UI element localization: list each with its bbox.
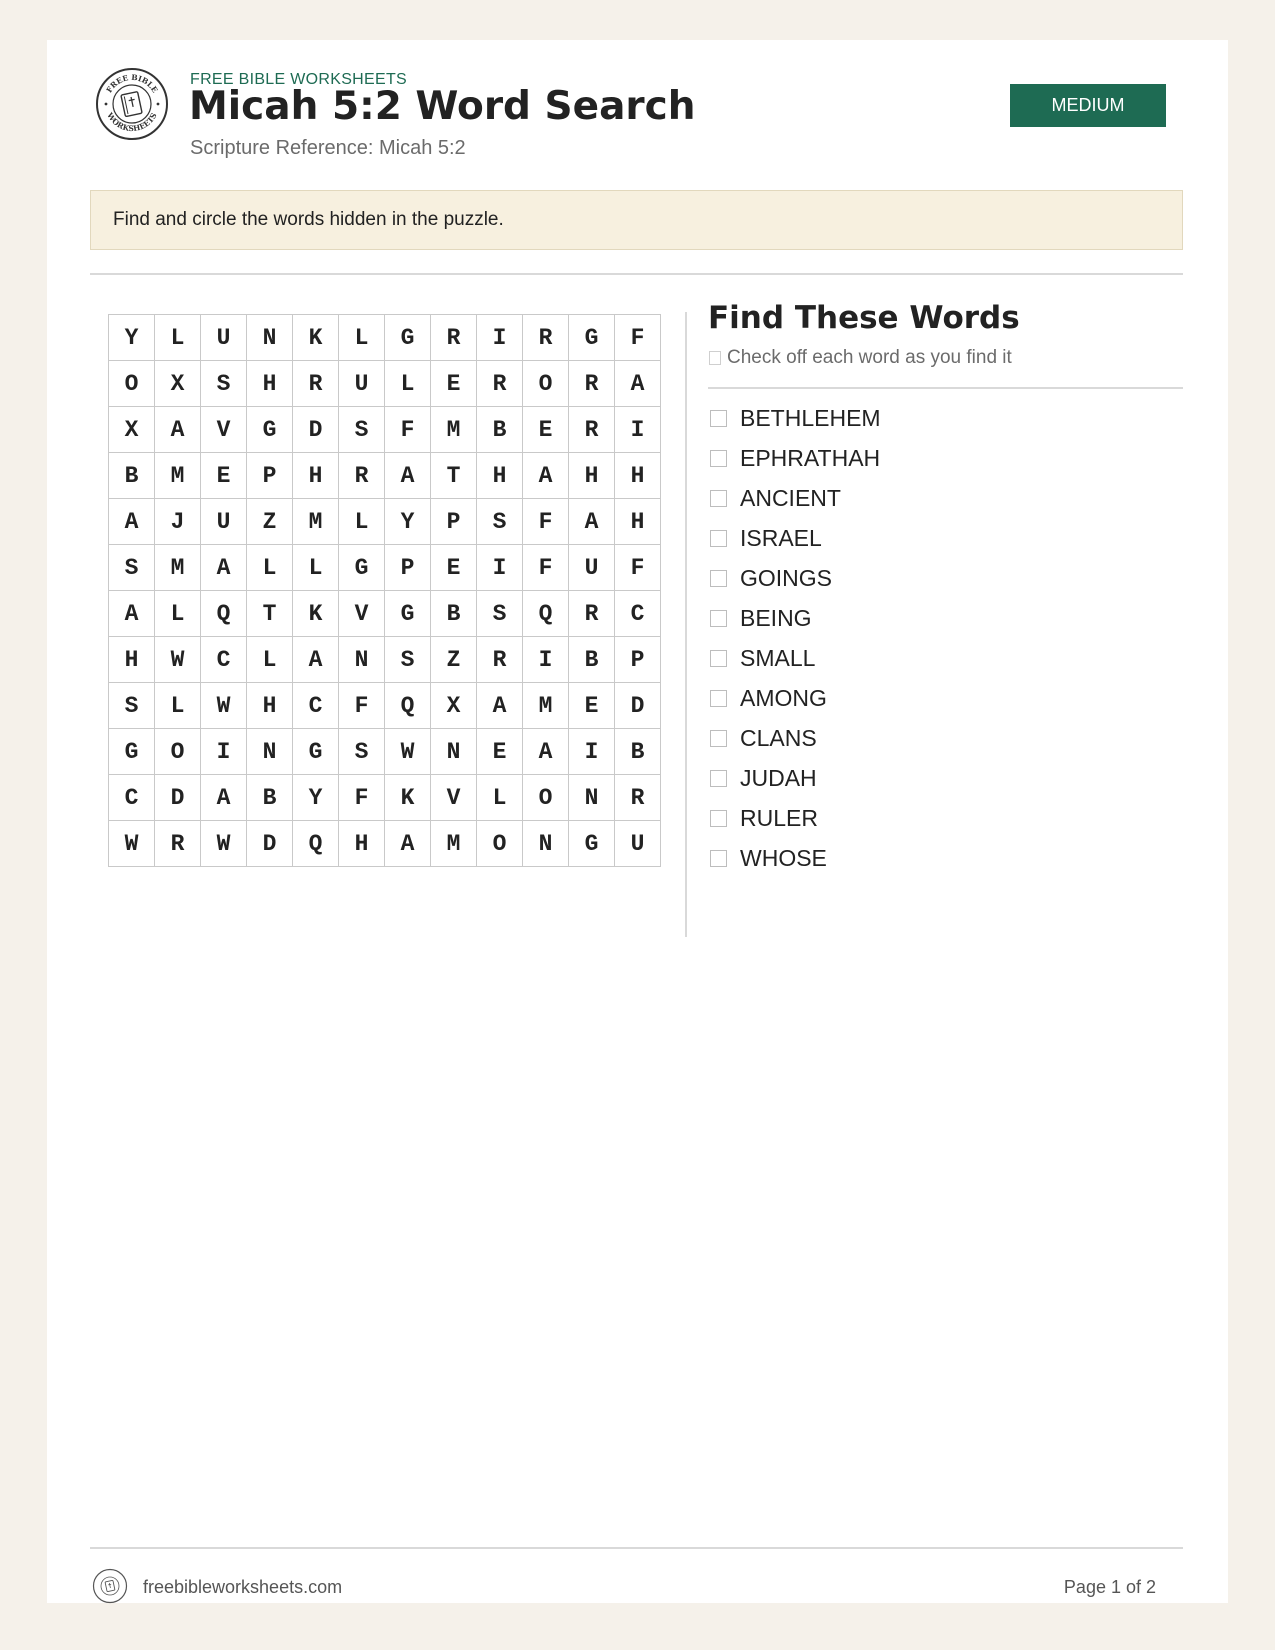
grid-cell[interactable]: Z	[247, 499, 293, 545]
word-checkbox[interactable]	[710, 610, 727, 627]
grid-row	[109, 361, 661, 407]
word-label: EPHRATHAH	[740, 444, 881, 471]
bible-badge-icon	[95, 67, 169, 141]
word-label: GOINGS	[740, 564, 833, 591]
footer-site: freebibleworksheets.com	[143, 1577, 343, 1597]
grid-cell[interactable]: Y	[293, 775, 339, 821]
grid-cell[interactable]: D	[615, 683, 661, 729]
word-checkbox[interactable]	[710, 450, 727, 467]
divider	[90, 273, 1183, 275]
grid-cell[interactable]: I	[201, 729, 247, 775]
grid-cell[interactable]: X	[109, 407, 155, 453]
grid-cell[interactable]: G	[247, 407, 293, 453]
grid-cell[interactable]: B	[569, 637, 615, 683]
word-label: ISRAEL	[740, 524, 822, 551]
word-label: ANCIENT	[740, 484, 841, 511]
grid-cell[interactable]: R	[523, 315, 569, 361]
grid-cell[interactable]: V	[201, 407, 247, 453]
grid-cell[interactable]: Z	[431, 637, 477, 683]
grid-cell[interactable]: N	[569, 775, 615, 821]
grid-cell[interactable]: R	[155, 821, 201, 867]
grid-cell[interactable]: S	[339, 729, 385, 775]
svg-text:FREE BIBLE: FREE BIBLE	[104, 72, 160, 95]
grid-cell[interactable]: D	[155, 775, 201, 821]
grid-cell[interactable]: L	[339, 499, 385, 545]
word-list-item	[708, 558, 881, 598]
grid-cell[interactable]: W	[201, 683, 247, 729]
grid-cell[interactable]: R	[293, 361, 339, 407]
grid-cell[interactable]: R	[339, 453, 385, 499]
word-list-item	[708, 758, 881, 798]
page-number: Page 1 of 2	[1063, 1577, 1156, 1597]
checkbox-icon	[709, 351, 721, 365]
word-checkbox[interactable]	[710, 690, 727, 707]
grid-cell[interactable]: R	[569, 361, 615, 407]
word-checkbox[interactable]	[710, 770, 727, 787]
grid-cell[interactable]: G	[293, 729, 339, 775]
grid-cell[interactable]: A	[293, 637, 339, 683]
grid-cell[interactable]: F	[523, 499, 569, 545]
word-checkbox[interactable]	[710, 850, 727, 867]
grid-cell[interactable]: V	[339, 591, 385, 637]
grid-cell[interactable]: H	[247, 361, 293, 407]
grid-cell[interactable]: S	[109, 683, 155, 729]
grid-cell[interactable]: O	[155, 729, 201, 775]
grid-cell[interactable]: L	[293, 545, 339, 591]
svg-text:WORKSHEETS: WORKSHEETS	[105, 111, 159, 134]
grid-cell[interactable]: S	[385, 637, 431, 683]
grid-cell[interactable]: H	[615, 499, 661, 545]
grid-cell[interactable]: B	[615, 729, 661, 775]
grid-cell[interactable]: S	[339, 407, 385, 453]
difficulty-badge: MEDIUM	[1010, 84, 1166, 127]
grid-cell[interactable]: M	[155, 545, 201, 591]
word-list-item	[708, 638, 881, 678]
word-label: BEING	[740, 604, 812, 631]
grid-row	[109, 315, 661, 361]
grid-cell[interactable]: A	[109, 499, 155, 545]
grid-cell[interactable]: A	[523, 453, 569, 499]
grid-cell[interactable]: E	[431, 545, 477, 591]
grid-cell[interactable]: A	[201, 545, 247, 591]
grid-cell[interactable]: A	[155, 407, 201, 453]
grid-cell[interactable]: G	[339, 545, 385, 591]
grid-cell[interactable]: B	[477, 407, 523, 453]
grid-cell[interactable]: C	[615, 591, 661, 637]
word-label: JUDAH	[740, 764, 817, 791]
word-checkbox[interactable]	[710, 570, 727, 587]
grid-row	[109, 821, 661, 867]
grid-cell[interactable]: M	[431, 821, 477, 867]
grid-cell[interactable]: O	[523, 361, 569, 407]
grid-cell[interactable]: E	[431, 361, 477, 407]
grid-cell[interactable]: Q	[523, 591, 569, 637]
grid-row	[109, 637, 661, 683]
grid-cell[interactable]: A	[615, 361, 661, 407]
word-list-item	[708, 398, 881, 438]
grid-cell[interactable]: M	[431, 407, 477, 453]
grid-cell[interactable]: L	[385, 361, 431, 407]
grid-cell[interactable]: A	[523, 729, 569, 775]
grid-cell[interactable]: F	[339, 683, 385, 729]
grid-cell[interactable]: L	[339, 315, 385, 361]
word-list-hint	[709, 347, 1012, 369]
grid-cell[interactable]: F	[385, 407, 431, 453]
word-list-item	[708, 518, 881, 558]
grid-cell[interactable]: E	[201, 453, 247, 499]
grid-cell[interactable]: H	[569, 453, 615, 499]
grid-cell[interactable]: Y	[109, 315, 155, 361]
grid-cell[interactable]: S	[201, 361, 247, 407]
word-label: AMONG	[740, 684, 827, 711]
word-label: BETHLEHEM	[740, 404, 881, 431]
grid-cell[interactable]: C	[201, 637, 247, 683]
grid-cell[interactable]: H	[293, 453, 339, 499]
word-list-hint-text: Check off each word as you find it	[727, 347, 1012, 368]
grid-cell[interactable]: M	[155, 453, 201, 499]
grid-cell[interactable]: I	[477, 315, 523, 361]
grid-cell[interactable]: F	[339, 775, 385, 821]
grid-cell[interactable]: G	[385, 591, 431, 637]
instructions-box	[90, 190, 1183, 250]
grid-cell[interactable]: P	[615, 637, 661, 683]
grid-cell[interactable]: A	[569, 499, 615, 545]
grid-cell[interactable]: C	[109, 775, 155, 821]
grid-cell[interactable]: F	[615, 315, 661, 361]
grid-cell[interactable]: N	[523, 821, 569, 867]
word-list-item	[708, 438, 881, 478]
grid-row	[109, 499, 661, 545]
scripture-reference: Scripture Reference: Micah 5:2	[190, 137, 466, 159]
grid-cell[interactable]: N	[247, 729, 293, 775]
grid-row	[109, 453, 661, 499]
grid-cell[interactable]: N	[247, 315, 293, 361]
grid-cell[interactable]: A	[477, 683, 523, 729]
grid-cell[interactable]: A	[109, 591, 155, 637]
grid-cell[interactable]: V	[431, 775, 477, 821]
grid-cell[interactable]: G	[385, 315, 431, 361]
word-list-heading: Find These Words	[708, 300, 1020, 336]
grid-cell[interactable]: T	[247, 591, 293, 637]
grid-cell[interactable]: N	[431, 729, 477, 775]
grid-cell[interactable]: L	[477, 775, 523, 821]
grid-cell[interactable]: F	[523, 545, 569, 591]
word-label: WHOSE	[740, 844, 827, 871]
grid-cell[interactable]: L	[155, 683, 201, 729]
grid-cell[interactable]: X	[431, 683, 477, 729]
grid-cell[interactable]: R	[569, 407, 615, 453]
grid-cell[interactable]: H	[615, 453, 661, 499]
grid-cell[interactable]: J	[155, 499, 201, 545]
grid-cell[interactable]: Q	[385, 683, 431, 729]
grid-cell[interactable]: E	[523, 407, 569, 453]
word-list-item	[708, 598, 881, 638]
page-title: Micah 5:2 Word Search	[189, 84, 696, 129]
grid-cell[interactable]: W	[109, 821, 155, 867]
grid-cell[interactable]: U	[569, 545, 615, 591]
grid-cell[interactable]: P	[247, 453, 293, 499]
grid-cell[interactable]: D	[293, 407, 339, 453]
word-list-item	[708, 798, 881, 838]
grid-cell[interactable]: E	[569, 683, 615, 729]
grid-cell[interactable]: O	[523, 775, 569, 821]
grid-cell[interactable]: I	[523, 637, 569, 683]
grid-row	[109, 407, 661, 453]
grid-cell[interactable]: P	[431, 499, 477, 545]
grid-cell[interactable]: B	[431, 591, 477, 637]
grid-row	[109, 775, 661, 821]
grid-cell[interactable]: M	[293, 499, 339, 545]
word-checkbox[interactable]	[710, 410, 727, 427]
grid-cell[interactable]: O	[109, 361, 155, 407]
grid-cell[interactable]: I	[477, 545, 523, 591]
grid-cell[interactable]: H	[247, 683, 293, 729]
grid-cell[interactable]: E	[477, 729, 523, 775]
grid-cell[interactable]: S	[477, 591, 523, 637]
grid-cell[interactable]: A	[201, 775, 247, 821]
grid-cell[interactable]: U	[339, 361, 385, 407]
grid-cell[interactable]: O	[477, 821, 523, 867]
grid-cell[interactable]: M	[523, 683, 569, 729]
grid-cell[interactable]: K	[293, 591, 339, 637]
footer-divider	[90, 1547, 1183, 1549]
instructions-text: Find and circle the words hidden in the puzzle.	[113, 209, 504, 230]
grid-row	[109, 683, 661, 729]
grid-cell[interactable]: R	[615, 775, 661, 821]
divider	[708, 387, 1183, 389]
grid-cell[interactable]: R	[431, 315, 477, 361]
word-checkbox[interactable]	[710, 650, 727, 667]
grid-cell[interactable]: Q	[201, 591, 247, 637]
grid-row	[109, 729, 661, 775]
worksheet-page	[47, 40, 1228, 1603]
site-label: FREE BIBLE WORKSHEETS	[190, 71, 408, 88]
grid-cell[interactable]: Q	[293, 821, 339, 867]
grid-cell[interactable]: U	[201, 315, 247, 361]
grid-row	[109, 591, 661, 637]
grid-cell[interactable]: U	[615, 821, 661, 867]
grid-cell[interactable]: N	[339, 637, 385, 683]
grid-cell[interactable]: D	[247, 821, 293, 867]
word-list	[708, 398, 881, 878]
grid-cell[interactable]: B	[247, 775, 293, 821]
grid-cell[interactable]: S	[477, 499, 523, 545]
column-divider	[685, 312, 687, 937]
grid-cell[interactable]: A	[385, 453, 431, 499]
grid-cell[interactable]: L	[247, 545, 293, 591]
grid-cell[interactable]: P	[385, 545, 431, 591]
grid-cell[interactable]: X	[155, 361, 201, 407]
grid-cell[interactable]: H	[109, 637, 155, 683]
word-checkbox[interactable]	[710, 490, 727, 507]
grid-cell[interactable]: T	[431, 453, 477, 499]
word-label: CLANS	[740, 724, 817, 751]
grid-cell[interactable]: G	[569, 315, 615, 361]
grid-cell[interactable]: W	[155, 637, 201, 683]
grid-cell[interactable]: L	[247, 637, 293, 683]
grid-cell[interactable]: F	[615, 545, 661, 591]
grid-cell[interactable]: H	[477, 453, 523, 499]
grid-cell[interactable]: H	[339, 821, 385, 867]
word-search-grid	[108, 314, 661, 867]
grid-cell[interactable]: L	[155, 591, 201, 637]
grid-row	[109, 545, 661, 591]
grid-cell[interactable]: I	[569, 729, 615, 775]
grid-cell[interactable]: W	[201, 821, 247, 867]
grid-cell[interactable]: R	[477, 361, 523, 407]
word-checkbox[interactable]	[710, 810, 727, 827]
word-checkbox[interactable]	[710, 530, 727, 547]
grid-cell[interactable]: U	[201, 499, 247, 545]
grid-cell[interactable]: Y	[385, 499, 431, 545]
word-label: RULER	[740, 804, 818, 831]
grid-cell[interactable]: I	[615, 407, 661, 453]
word-label: SMALL	[740, 644, 816, 671]
grid-cell[interactable]: R	[477, 637, 523, 683]
grid-cell[interactable]: B	[109, 453, 155, 499]
grid-cell[interactable]: G	[109, 729, 155, 775]
grid-cell[interactable]: A	[385, 821, 431, 867]
grid-cell[interactable]: R	[569, 591, 615, 637]
word-list-item	[708, 678, 881, 718]
word-list-item	[708, 718, 881, 758]
grid-cell[interactable]: S	[109, 545, 155, 591]
grid-cell[interactable]: C	[293, 683, 339, 729]
grid-cell[interactable]: G	[569, 821, 615, 867]
footer-logo-icon	[92, 1568, 128, 1604]
grid-cell[interactable]: K	[385, 775, 431, 821]
word-list-item	[708, 838, 881, 878]
grid-cell[interactable]: L	[155, 315, 201, 361]
word-checkbox[interactable]	[710, 730, 727, 747]
grid-cell[interactable]: W	[385, 729, 431, 775]
grid-cell[interactable]: K	[293, 315, 339, 361]
word-list-item	[708, 478, 881, 518]
